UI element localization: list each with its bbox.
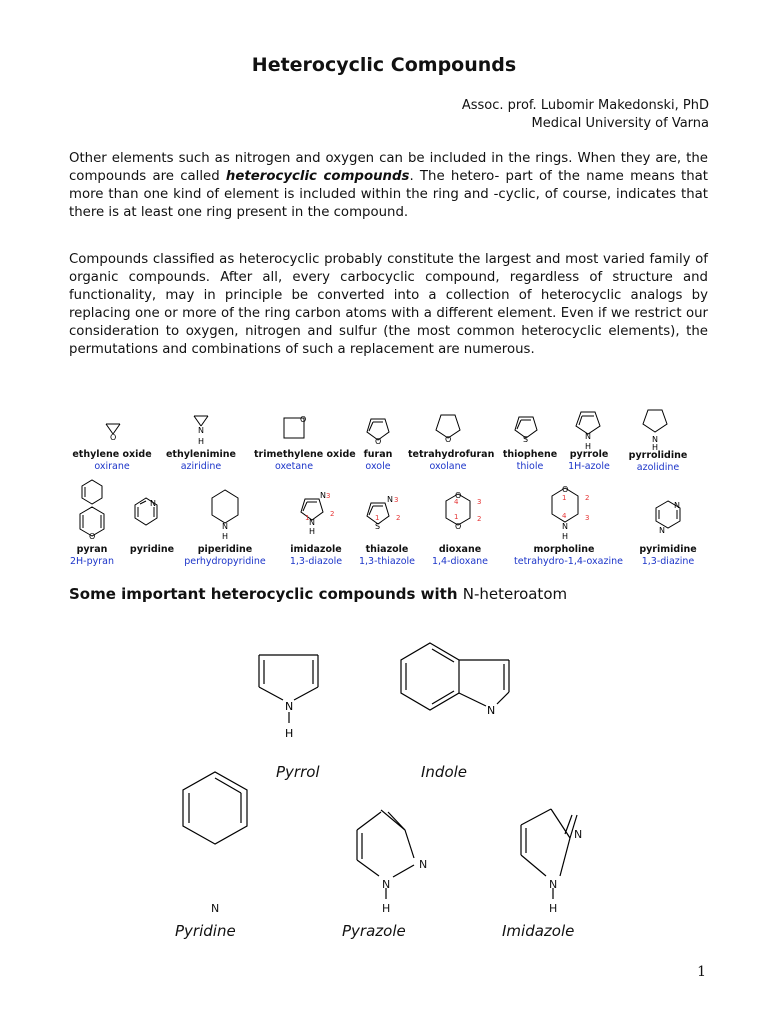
molecule-table	[62, 398, 710, 573]
indole-structure	[401, 643, 509, 717]
atom-label: N	[652, 435, 658, 444]
molecule-systematic-name: tetrahydro-1,4-oxazine	[514, 556, 623, 567]
oxetane-structure	[284, 415, 306, 438]
atom-label: O	[445, 435, 452, 444]
atom-label: N	[585, 432, 591, 441]
atom-label: S	[375, 522, 381, 531]
thf-structure	[436, 415, 460, 444]
pyrrole-structure	[576, 412, 600, 451]
thiazole-structure	[367, 495, 393, 531]
author-block	[462, 97, 709, 133]
intro-text-end: . The hetero- part of the name means that more than one kind of element is included within the ring and -cyclic, of course, indicates that there is at least one ring present in the compound.	[69, 169, 708, 220]
molecule-name: pyran	[76, 544, 108, 555]
molecule-name: furan	[363, 449, 393, 460]
section-heading	[69, 585, 567, 603]
molecule-systematic-name: 1,3-thiazole	[358, 556, 416, 567]
piperidine-structure	[212, 490, 238, 541]
molecule-systematic-name: 1,3-diazole	[289, 556, 343, 567]
molecule-name: pyrrolidine	[628, 450, 688, 461]
atom-label: S	[523, 435, 529, 444]
molecule-systematic-name: thiole	[516, 461, 544, 472]
ethylenimine-structure	[194, 416, 208, 446]
atom-label: H	[309, 527, 316, 536]
molecule-systematic-name: 1,3-diazine	[641, 556, 695, 567]
atom-label: N	[320, 491, 326, 500]
atom-label: N	[674, 501, 680, 510]
atom-label: N	[419, 858, 428, 871]
svg-text:4: 4	[562, 512, 567, 520]
molecule-name: ethylenimine	[165, 449, 237, 460]
atom-label: O	[375, 437, 382, 446]
pyridine-label: Pyridine	[175, 922, 236, 940]
molecule-name: ethylene oxide	[72, 449, 152, 460]
intro-emphasis: heterocyclic compounds	[225, 169, 410, 184]
page-title: Heterocyclic Compounds	[251, 54, 517, 76]
molecule-systematic-name: 1H-azole	[568, 461, 610, 472]
pyrazole-label: Pyrazole	[342, 922, 406, 940]
pyridine-small-structure	[135, 498, 157, 525]
molecule-systematic-name: 1,4-dioxane	[431, 556, 489, 567]
ethylene-oxide-structure	[106, 424, 120, 442]
pyridine-structure	[183, 772, 247, 844]
molecule-systematic-name: oxetane	[274, 461, 314, 472]
svg-text:2: 2	[477, 515, 482, 523]
molecule-name: trimethylene oxide	[254, 449, 356, 460]
atom-label: N	[309, 518, 315, 527]
atom-label: O	[455, 522, 462, 531]
molecule-systematic-name: 2H-pyran	[69, 556, 115, 567]
molecule-name: morpholine	[533, 544, 595, 555]
svg-text:3: 3	[394, 496, 399, 504]
molecule-name: thiophene	[502, 449, 558, 460]
atom-label: N	[659, 526, 665, 535]
pyrrol-label: Pyrrol	[276, 763, 320, 781]
molecule-name: dioxane	[438, 544, 482, 555]
svg-text:1: 1	[305, 514, 310, 522]
furan-structure	[367, 419, 389, 446]
atom-label: H	[285, 727, 294, 740]
svg-text:2: 2	[585, 494, 590, 502]
molecule-name: tetrahydrofuran	[408, 449, 495, 460]
svg-text:1: 1	[375, 514, 380, 522]
atom-label: H	[382, 902, 391, 915]
atom-label: N	[574, 828, 583, 841]
svg-text:4: 4	[454, 498, 459, 506]
svg-text:2: 2	[330, 510, 335, 518]
atom-label: N	[222, 522, 228, 531]
atom-label: N	[198, 426, 204, 435]
svg-text:3: 3	[326, 492, 331, 500]
author-affiliation: Medical University of Varna	[531, 116, 709, 131]
page-number: 1	[697, 964, 706, 980]
atom-label: N	[387, 495, 393, 504]
molecule-name: pyridine	[129, 544, 175, 555]
svg-text:3: 3	[477, 498, 482, 506]
molecule-systematic-name: perhydropyridine	[184, 556, 266, 567]
dioxane-structure	[446, 491, 470, 531]
atom-label: N	[285, 700, 294, 713]
atom-label: H	[198, 437, 205, 446]
thiophene-structure	[515, 417, 537, 444]
svg-text:1: 1	[454, 513, 459, 521]
atom-label: N	[150, 499, 156, 508]
molecule-name: piperidine	[197, 544, 253, 555]
atom-label: O	[300, 415, 307, 424]
atom-label: H	[549, 902, 558, 915]
atom-label: H	[222, 532, 229, 541]
body-paragraph: Compounds classified as heterocyclic probably constitute the largest and most varied family of organic compounds. After all, every carbocyclic compound, regardless of structure and functionality, may in principle be converted into a collection of heterocyclic analogs by replacing one or more of the ring carbon atoms with a different element. Even if we restrict our consideration to oxygen, nitrogen and sulfur (the most common heterocyclic elements), the permutations and combinations of such a replacement are numerous.	[69, 252, 708, 357]
svg-text:3: 3	[585, 514, 590, 522]
svg-text:2: 2	[396, 514, 401, 522]
molecule-name: pyrimidine	[639, 544, 697, 555]
molecule-name: pyrrole	[569, 449, 609, 460]
atom-label: N	[549, 878, 558, 891]
molecule-systematic-name: oxole	[365, 461, 391, 472]
imidazole-label: Imidazole	[502, 922, 575, 940]
molecule-systematic-name: aziridine	[180, 461, 222, 472]
molecule-systematic-name: azolidine	[636, 462, 680, 473]
atom-label: O	[110, 433, 117, 442]
atom-label: N	[382, 878, 391, 891]
atom-label: H	[585, 442, 592, 451]
intro-paragraph	[69, 150, 708, 222]
atom-label: H	[652, 443, 659, 452]
svg-text:1: 1	[562, 494, 567, 502]
atom-label: O	[455, 491, 462, 500]
indole-label: Indole	[421, 763, 468, 781]
molecule-name: imidazole	[290, 544, 342, 555]
atom-label: O	[562, 485, 569, 494]
molecule-systematic-name: oxirane	[94, 461, 130, 472]
pyrimidine-structure	[656, 501, 680, 535]
morpholine-numbering	[562, 494, 589, 522]
section-heading-text: Some important heterocyclic compounds with	[69, 585, 463, 603]
molecule-name: thiazole	[365, 544, 409, 555]
pyrrolidine-structure	[643, 410, 667, 452]
molecule-systematic-name: oxolane	[429, 461, 467, 472]
section-heading-suffix: N-heteroatom	[462, 585, 568, 603]
atom-label: N	[562, 522, 568, 531]
atom-label: N	[487, 704, 496, 717]
pyrrol-structure	[259, 655, 318, 740]
atom-label: N	[211, 902, 220, 915]
atom-label: H	[562, 532, 569, 541]
author-name: Assoc. prof. Lubomir Makedonski, PhD	[461, 98, 709, 113]
intro-text-start: Other elements such as nitrogen and oxygen can be included in the rings. When they are, the compounds are called	[69, 151, 708, 184]
atom-label: O	[89, 532, 96, 541]
